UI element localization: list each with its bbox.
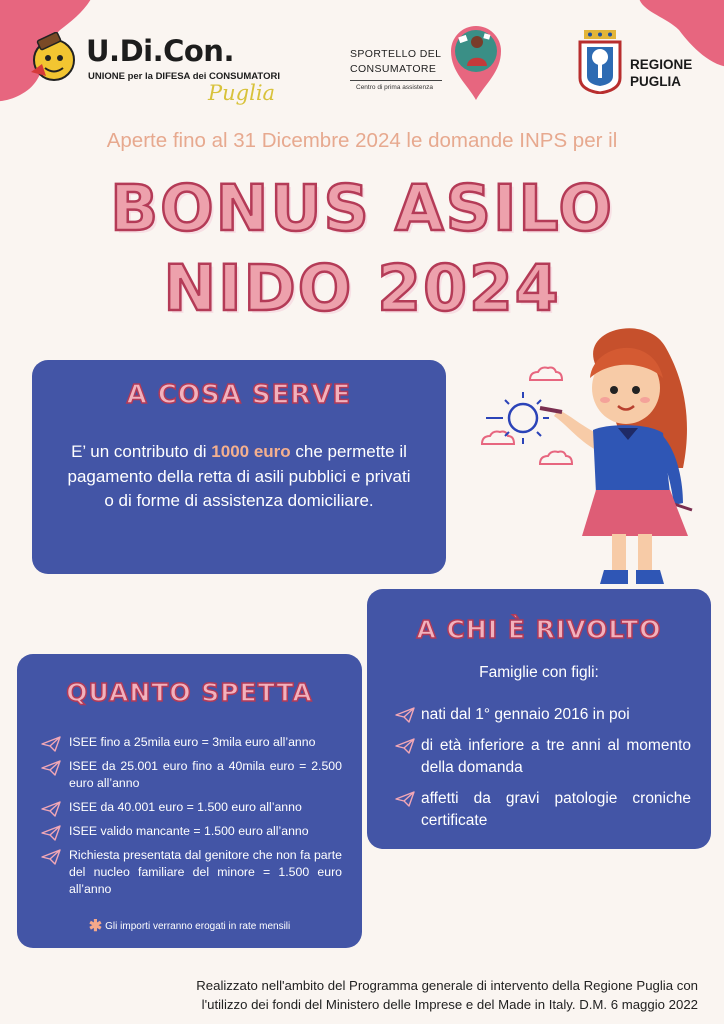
cosa-serve-card [32, 360, 446, 574]
quanto-spetta-heading: QUANTO SPETTA [66, 678, 313, 707]
chi-rivolto-card [367, 589, 711, 849]
quanto-spetta-note: ✱ Gli importi verranno erogati in rate mensili [88, 918, 291, 935]
main-title-line2: NIDO 2024 [163, 252, 561, 325]
chi-rivolto-list [395, 704, 691, 841]
paper-plane-icon [395, 707, 415, 723]
regione-puglia-logo [578, 30, 698, 98]
list-item: ISEE valido mancante = 1.500 euro all’anno [41, 823, 342, 840]
cosa-serve-text: E’ un contributo di 1000 euro che permette il pagamento della retta di asili pubblici e privati o di forme di assistenza domiciliare. [67, 442, 411, 510]
paper-plane-icon [41, 760, 61, 776]
main-title-line1: BONUS ASILO [110, 172, 614, 245]
quanto-spetta-list [41, 734, 342, 905]
sportello-line1: SPORTELLO DEL [350, 48, 442, 60]
udicon-logo [28, 28, 298, 113]
quanto-spetta-card [17, 654, 362, 948]
sportello-tagline: Centro di prima assistenza [356, 84, 433, 91]
location-pin-icon [447, 22, 505, 102]
regione-name: REGIONE PUGLIA [630, 57, 693, 89]
udicon-mascot-icon [28, 32, 80, 84]
paper-plane-icon [395, 738, 415, 754]
amount-highlight: 1000 euro [211, 442, 291, 461]
paper-plane-icon [395, 791, 415, 807]
cosa-serve-heading: A COSA SERVE [126, 380, 352, 410]
girl-drawing-illustration [478, 318, 710, 590]
list-item: Richiesta presentata dal genitore che non fa parte del nucleo familiare del minore = 1.500 euro all’anno [41, 847, 342, 898]
paper-plane-icon [41, 736, 61, 752]
paper-plane-icon [41, 825, 61, 841]
list-item: ISEE da 25.001 euro fino a 40mila euro = 2.500 euro all’anno [41, 758, 342, 792]
asterisk-icon: ✱ [88, 918, 103, 935]
list-item: affetti da gravi patologie croniche certificate [395, 788, 691, 832]
udicon-title: U.Di.Con. [86, 34, 234, 68]
list-item: di età inferiore a tre anni al momento della domanda [395, 735, 691, 779]
sportello-line2: CONSUMATORE [350, 63, 437, 75]
footer-credits: Realizzato nell'ambito del Programma generale di intervento della Regione Puglia con l'utilizzo dei fondi del Ministero delle Imprese e del Made in Italy. D.M. 6 maggio 2022 [196, 978, 698, 1012]
chi-rivolto-heading: A CHI È RIVOLTO [416, 615, 662, 644]
subtitle: Aperte fino al 31 Dicembre 2024 le domande INPS per il [106, 129, 618, 152]
list-item: ISEE fino a 25mila euro = 3mila euro all’anno [41, 734, 342, 751]
sportello-divider [350, 80, 442, 81]
regione-crest-icon [578, 30, 622, 94]
sportello-logo [350, 22, 505, 102]
udicon-subtitle: UNIONE per la DIFESA dei CONSUMATORI [88, 71, 280, 82]
udicon-region: Puglia [208, 81, 276, 105]
list-item: nati dal 1° gennaio 2016 in poi [395, 704, 691, 726]
paper-plane-icon [41, 801, 61, 817]
chi-rivolto-lead: Famiglie con figli: [479, 664, 599, 681]
list-item: ISEE da 40.001 euro = 1.500 euro all’anno [41, 799, 342, 816]
paper-plane-icon [41, 849, 61, 865]
